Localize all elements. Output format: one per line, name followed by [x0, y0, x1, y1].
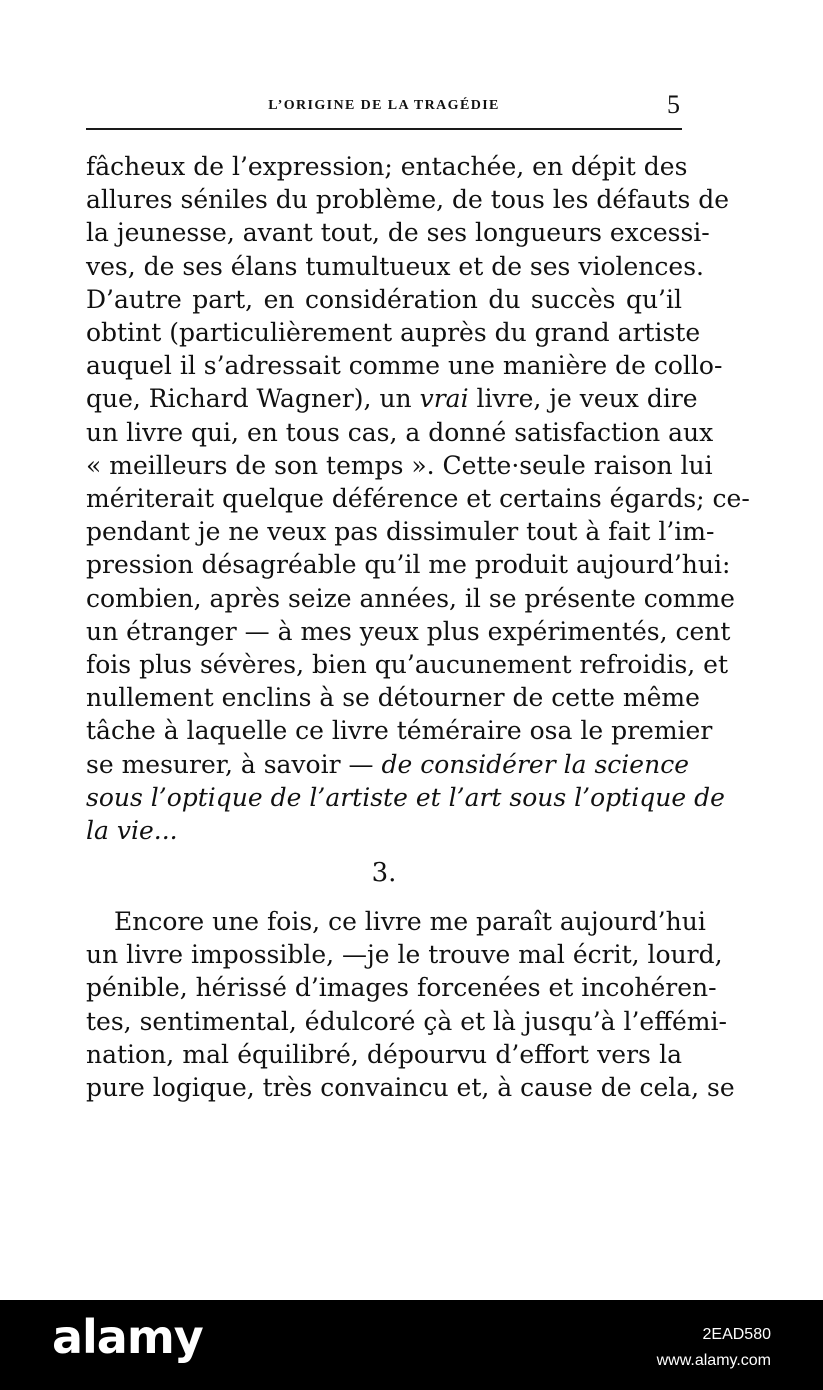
text-line [86, 748, 689, 781]
italic-word: vrai [419, 384, 469, 414]
watermark-bar [0, 1300, 823, 1390]
text-line: la jeunesse, avant tout, de ses longueurs excessi- [86, 218, 710, 248]
text-segment: se mesurer, à savoir — [86, 749, 382, 779]
section-heading: 3. [371, 858, 397, 888]
text-line: pénible, hérissé d’images forcenées et incohéren- [86, 973, 717, 1003]
text-line: fois plus sévères, bien qu’aucunement refroidis, et [86, 650, 729, 680]
text-segment: livre, je veux dire [468, 384, 698, 414]
text-line: auquel il s’adressait comme une manière de collo- [86, 351, 723, 381]
image-id: 2EAD580 [702, 1326, 771, 1343]
text-segment: que, Richard Wagner), un [86, 384, 420, 414]
text-line: pendant je ne veux pas dissimuler tout à fait l’im- [86, 517, 715, 547]
text-line: nullement enclins à se détourner de cette même [86, 683, 700, 713]
text-line: un livre qui, en tous cas, a donné satisfaction aux [86, 417, 714, 447]
text-line: mériterait quelque déférence et certains égards; ce- [86, 484, 750, 514]
text-line: la vie... [86, 816, 178, 846]
text-line: fâcheux de l’expression; entachée, en dépit des [86, 152, 688, 181]
text-line: sous l’optique de l’artiste et l’art sous l’optique de [86, 782, 725, 812]
text-line: un livre impossible, —je le trouve mal écrit, lourd, [86, 940, 723, 970]
text-line [86, 382, 698, 415]
text-line: pression désagréable qu’il me produit aujourd’hui: [86, 550, 731, 580]
text-line: nation, mal équilibré, dépourvu d’effort vers la [86, 1039, 682, 1069]
text-line: allures séniles du problème, de tous les défauts de [86, 185, 730, 215]
page-number: 5 [667, 90, 680, 119]
text-line: tâche à laquelle ce livre téméraire osa le premier [86, 716, 713, 746]
text-line: pure logique, très convaincu et, à cause de cela, se [86, 1073, 735, 1103]
text-line: « meilleurs de son temps ». Cette·seule raison lui [86, 450, 713, 480]
text-line: tes, sentimental, édulcoré çà et là jusqu’à l’effémi- [86, 1006, 727, 1036]
running-head [86, 92, 682, 120]
text-line: Encore une fois, ce livre me paraît aujourd’hui [114, 907, 706, 936]
paragraph-1 [86, 150, 750, 847]
text-line: obtint (particulièrement auprès du grand artiste [86, 318, 701, 348]
header-rule [86, 128, 682, 130]
watermark-info [657, 1322, 771, 1374]
alamy-logo: alamy [52, 1310, 203, 1364]
text-line: combien, après seize années, il se présente comme [86, 583, 735, 613]
italic-phrase: de considérer la science [381, 749, 689, 779]
paragraph-2 [86, 905, 735, 1104]
running-title: L’ORIGINE DE LA TRAGÉDIE [268, 98, 500, 113]
text-line: D’autre part, en considération du succès qu’il [86, 284, 682, 314]
text-line: ves, de ses élans tumultueux et de ses violences. [86, 251, 704, 281]
text-line: un étranger — à mes yeux plus expérimentés, cent [86, 616, 731, 646]
site-url: www.alamy.com [656, 1352, 771, 1369]
